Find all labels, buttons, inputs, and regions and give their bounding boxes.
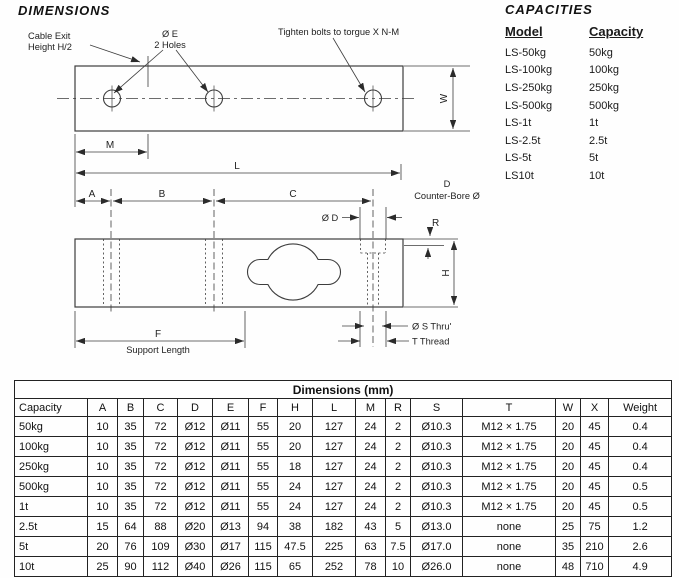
capacity-row — [505, 114, 677, 132]
row-capacity-cell: 500kg — [15, 477, 88, 497]
dimension-cell: 1.2 — [609, 517, 672, 537]
dim-s-t — [338, 311, 409, 347]
model-cell: LS-100kg — [505, 64, 553, 77]
column-header: T — [463, 399, 556, 417]
capacity-cell: 500kg — [589, 99, 619, 112]
dimension-cell: Ø12 — [178, 457, 213, 477]
dimension-cell: 55 — [249, 457, 278, 477]
dimension-cell: Ø10.3 — [411, 457, 463, 477]
capacity-cell: 2.5t — [589, 134, 608, 147]
dimension-cell: 10 — [88, 497, 118, 517]
row-capacity-cell: 250kg — [15, 457, 88, 477]
dimension-cell: 24 — [356, 497, 386, 517]
dimension-cell: 88 — [144, 517, 178, 537]
dimension-cell: 4.9 — [609, 557, 672, 577]
hole-dia-label-line2: 2 Holes — [154, 40, 186, 50]
dimension-cell: 72 — [144, 477, 178, 497]
dimension-cell: 25 — [88, 557, 118, 577]
dimension-cell: 72 — [144, 437, 178, 457]
column-header: L — [313, 399, 356, 417]
cable-exit-label-line1: Cable Exit — [28, 31, 71, 41]
table-row — [15, 457, 672, 477]
capacity-cell: 100kg — [589, 64, 619, 77]
dimension-cell: 55 — [249, 477, 278, 497]
dimension-cell: 20 — [556, 437, 581, 457]
dims-table-body — [15, 417, 672, 577]
table-title-row — [15, 381, 672, 399]
dims-table-header-row — [15, 399, 672, 417]
dimension-cell: 20 — [556, 497, 581, 517]
dimension-cell: Ø10.3 — [411, 477, 463, 497]
dimension-cell: 10 — [88, 437, 118, 457]
table-row — [15, 537, 672, 557]
dimension-cell: M12 × 1.75 — [463, 497, 556, 517]
capacity-row — [505, 79, 677, 97]
capacity-row — [505, 97, 677, 115]
column-header: W — [556, 399, 581, 417]
dim-r — [403, 227, 458, 259]
capacity-row — [505, 150, 677, 168]
dim-m-label: M — [105, 140, 115, 151]
dimension-cell: 35 — [118, 437, 144, 457]
row-capacity-cell: 100kg — [15, 437, 88, 457]
column-header: B — [118, 399, 144, 417]
dimension-cell: 72 — [144, 457, 178, 477]
dimension-cell: 0.4 — [609, 457, 672, 477]
dimension-cell: 20 — [278, 437, 313, 457]
dimension-cell: 48 — [556, 557, 581, 577]
dimensions-table — [14, 380, 672, 577]
dimension-cell: 5 — [386, 517, 411, 537]
model-cell: LS10t — [505, 169, 534, 182]
capacities-panel — [505, 2, 677, 185]
capacity-cell: 250kg — [589, 81, 619, 94]
dimension-cell: 24 — [278, 477, 313, 497]
dimension-cell: Ø11 — [213, 457, 249, 477]
dim-w-label: W — [439, 93, 450, 104]
top-view — [57, 56, 417, 131]
dimension-cell: 0.4 — [609, 417, 672, 437]
dimension-cell: Ø12 — [178, 497, 213, 517]
dimension-cell: 45 — [581, 437, 609, 457]
capacities-header-capacity: Capacity — [589, 24, 644, 39]
dimension-cell: M12 × 1.75 — [463, 417, 556, 437]
dim-d-label: Ø D — [321, 213, 339, 223]
dimension-cell: 109 — [144, 537, 178, 557]
table-row — [15, 557, 672, 577]
dimension-cell: 55 — [249, 417, 278, 437]
dimension-cell: none — [463, 557, 556, 577]
top-view-outline — [75, 66, 403, 131]
model-cell: LS-2.5t — [505, 134, 541, 147]
s-thru-label: Ø S Thru' — [412, 321, 452, 332]
dimension-cell: 35 — [556, 537, 581, 557]
dimension-cell: none — [463, 517, 556, 537]
dimension-cell: Ø11 — [213, 437, 249, 457]
dimension-cell: M12 × 1.75 — [463, 457, 556, 477]
dim-r-label: R — [432, 218, 440, 229]
column-header: Weight — [609, 399, 672, 417]
dimension-cell: Ø12 — [178, 437, 213, 457]
model-cell: LS-50kg — [505, 46, 546, 59]
dimension-cell: 45 — [581, 497, 609, 517]
cable-exit-label-line2: Height H/2 — [28, 42, 72, 52]
dimension-cell: 20 — [556, 477, 581, 497]
dimension-cell: Ø40 — [178, 557, 213, 577]
dimension-cell: Ø26.0 — [411, 557, 463, 577]
model-cell: LS-1t — [505, 117, 532, 130]
callouts — [28, 27, 399, 93]
dims-table-title: Dimensions (mm) — [15, 381, 672, 399]
dimension-cell: Ø10.3 — [411, 417, 463, 437]
hole1-leader — [114, 50, 163, 93]
column-header: M — [356, 399, 386, 417]
column-header: R — [386, 399, 411, 417]
dimension-cell: 45 — [581, 477, 609, 497]
dimension-cell: 7.5 — [386, 537, 411, 557]
row-capacity-cell: 5t — [15, 537, 88, 557]
dimension-cell: Ø12 — [178, 417, 213, 437]
dim-l-label: L — [234, 161, 240, 172]
model-cell: LS-500kg — [505, 99, 553, 112]
dimension-cell: Ø11 — [213, 477, 249, 497]
dimension-cell: 72 — [144, 497, 178, 517]
dimension-cell: 710 — [581, 557, 609, 577]
dimension-cell: Ø30 — [178, 537, 213, 557]
column-header: Capacity — [15, 399, 88, 417]
dimension-cell: 10 — [88, 457, 118, 477]
column-header: H — [278, 399, 313, 417]
dimension-cell: M12 × 1.75 — [463, 437, 556, 457]
dimension-cell: 0.5 — [609, 497, 672, 517]
dim-h-label: H — [441, 269, 452, 277]
dimension-cell: 25 — [556, 517, 581, 537]
dimension-cell: 252 — [313, 557, 356, 577]
capacity-row — [505, 62, 677, 80]
dimension-cell: 10 — [88, 417, 118, 437]
dimension-cell: 64 — [118, 517, 144, 537]
capacities-rows — [505, 44, 677, 185]
table-row — [15, 477, 672, 497]
dimension-cell: 24 — [356, 437, 386, 457]
capacity-row — [505, 132, 677, 150]
capacities-title: CAPACITIES — [505, 2, 593, 17]
dimension-cell: 0.5 — [609, 477, 672, 497]
dimension-cell: 35 — [118, 497, 144, 517]
dimension-cell: 35 — [118, 417, 144, 437]
capacities-header — [505, 24, 677, 39]
capacity-cell: 5t — [589, 152, 599, 165]
counterbore-label-line2: Counter-Bore Ø — [414, 191, 480, 201]
column-header: X — [581, 399, 609, 417]
dimension-cell: 225 — [313, 537, 356, 557]
hole2-leader — [176, 50, 208, 92]
dimension-cell: 45 — [581, 417, 609, 437]
dimension-cell: 127 — [313, 437, 356, 457]
dimension-cell: 115 — [249, 537, 278, 557]
dimension-cell: Ø12 — [178, 477, 213, 497]
row-capacity-cell: 1t — [15, 497, 88, 517]
dimension-cell: 47.5 — [278, 537, 313, 557]
dimension-cell: 45 — [581, 457, 609, 477]
dimension-cell: 2 — [386, 457, 411, 477]
dimension-cell: Ø26 — [213, 557, 249, 577]
dimension-cell: Ø13 — [213, 517, 249, 537]
dimension-cell: 38 — [278, 517, 313, 537]
counterbore-label-line1: D — [443, 179, 451, 189]
dimension-cell: 55 — [249, 437, 278, 457]
dimension-cell: 24 — [278, 497, 313, 517]
dimension-cell: 2.6 — [609, 537, 672, 557]
dimension-cell: 210 — [581, 537, 609, 557]
dimension-cell: Ø17.0 — [411, 537, 463, 557]
dimension-cell: 0.4 — [609, 437, 672, 457]
dimension-cell: 112 — [144, 557, 178, 577]
support-length-label: Support Length — [126, 345, 190, 355]
dimension-cell: 2 — [386, 497, 411, 517]
column-header: C — [144, 399, 178, 417]
dimension-cell: M12 × 1.75 — [463, 477, 556, 497]
model-cell: LS-5t — [505, 152, 532, 165]
dimension-cell: 90 — [118, 557, 144, 577]
table-row — [15, 497, 672, 517]
cable-exit-leader — [90, 45, 140, 62]
capacity-cell: 10t — [589, 169, 605, 182]
t-thread-label: T Thread — [412, 336, 450, 347]
column-header: D — [178, 399, 213, 417]
capacities-header-model: Model — [505, 24, 543, 39]
drawing-title: DIMENSIONS — [18, 3, 111, 18]
dim-f-label: F — [154, 329, 162, 340]
capacity-cell: 1t — [589, 117, 599, 130]
dimension-cell: 20 — [556, 457, 581, 477]
dimension-cell: Ø20 — [178, 517, 213, 537]
hole-dia-label-line1: Ø E — [161, 29, 179, 39]
capacity-row — [505, 44, 677, 62]
torque-note: Tighten bolts to torgue X N-M — [278, 27, 400, 37]
column-header: A — [88, 399, 118, 417]
dim-a-label: A — [88, 189, 96, 200]
dimension-cell: 35 — [118, 457, 144, 477]
dimension-cell: 76 — [118, 537, 144, 557]
dimension-cell: 35 — [118, 477, 144, 497]
dimension-cell: 20 — [88, 537, 118, 557]
model-cell: LS-250kg — [505, 81, 553, 94]
dimension-cell: 127 — [313, 417, 356, 437]
row-capacity-cell: 50kg — [15, 417, 88, 437]
hidden-hole-lines — [104, 239, 386, 307]
dimension-cell: 55 — [249, 497, 278, 517]
dimension-cell: 24 — [356, 477, 386, 497]
dimension-cell: 20 — [556, 417, 581, 437]
row-capacity-cell: 10t — [15, 557, 88, 577]
side-view — [75, 239, 403, 307]
dim-c-label: C — [289, 189, 297, 200]
table-row — [15, 517, 672, 537]
dimension-cell: 24 — [356, 457, 386, 477]
dimension-cell: 182 — [313, 517, 356, 537]
dimension-cell: Ø13.0 — [411, 517, 463, 537]
dimension-cell: none — [463, 537, 556, 557]
capacity-row — [505, 167, 677, 185]
dimension-cell: 75 — [581, 517, 609, 537]
dimension-cell: 115 — [249, 557, 278, 577]
dim-b-label: B — [158, 189, 166, 200]
dimension-cell: 24 — [356, 417, 386, 437]
dimension-cell: 72 — [144, 417, 178, 437]
dimension-cell: 15 — [88, 517, 118, 537]
row-capacity-cell: 2.5t — [15, 517, 88, 537]
dimension-cell: Ø17 — [213, 537, 249, 557]
dimension-cell: Ø10.3 — [411, 497, 463, 517]
dimension-cell: Ø11 — [213, 417, 249, 437]
column-header: F — [249, 399, 278, 417]
dimension-cell: 43 — [356, 517, 386, 537]
dimension-cell: 2 — [386, 437, 411, 457]
dimension-cell: 127 — [313, 477, 356, 497]
dimension-cell: 63 — [356, 537, 386, 557]
dimension-cell: 127 — [313, 497, 356, 517]
dimension-cell: 65 — [278, 557, 313, 577]
dimension-cell: 94 — [249, 517, 278, 537]
flexure-cutout — [248, 244, 341, 300]
capacity-cell: 50kg — [589, 46, 613, 59]
dim-d — [342, 207, 402, 239]
dimension-cell: 78 — [356, 557, 386, 577]
table-row — [15, 437, 672, 457]
dimension-cell: 127 — [313, 457, 356, 477]
dimension-cell: 10 — [88, 477, 118, 497]
torque-leader — [333, 38, 365, 92]
dimension-cell: Ø11 — [213, 497, 249, 517]
dimension-cell: 10 — [386, 557, 411, 577]
table-row — [15, 417, 672, 437]
dimension-cell: 20 — [278, 417, 313, 437]
column-header: E — [213, 399, 249, 417]
side-view-outline — [75, 239, 403, 307]
dimension-cell: 2 — [386, 417, 411, 437]
dimension-cell: 2 — [386, 477, 411, 497]
dimension-cell: 18 — [278, 457, 313, 477]
column-header: S — [411, 399, 463, 417]
dimension-cell: Ø10.3 — [411, 437, 463, 457]
